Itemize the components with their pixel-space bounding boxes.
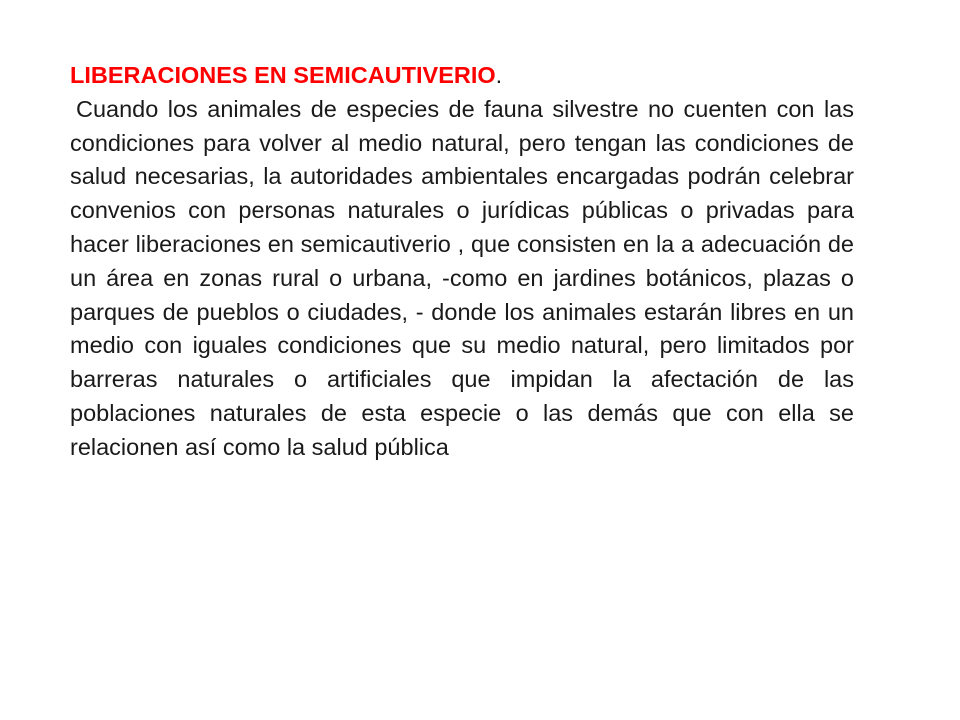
heading-title: LIBERACIONES EN SEMICAUTIVERIO: [70, 62, 496, 88]
body-paragraph: Cuando los animales de especies de fauna silvestre no cuenten con las condiciones para volver al medio natural, pero tengan las condiciones de salud necesarias, la autoridades ambientales encargadas podrán celebrar convenios con personas naturales o jurídicas públicas o privadas para hacer liberaciones en semicautiverio , que consisten en la a adecuación de un área en zonas rural o urbana, -como en jardines botánicos, plazas o parques de pueblos o ciudades, - donde los animales estarán libres en un medio con iguales condiciones que su medio natural, pero limitados por barreras naturales o artificiales que impidan la afectación de las poblaciones naturales de esta especie o las demás que con ella se relacionen así como la salud pública: [70, 95, 854, 460]
slide-heading: [70, 59, 854, 93]
text-block: [70, 59, 854, 465]
heading-period: .: [495, 62, 503, 88]
